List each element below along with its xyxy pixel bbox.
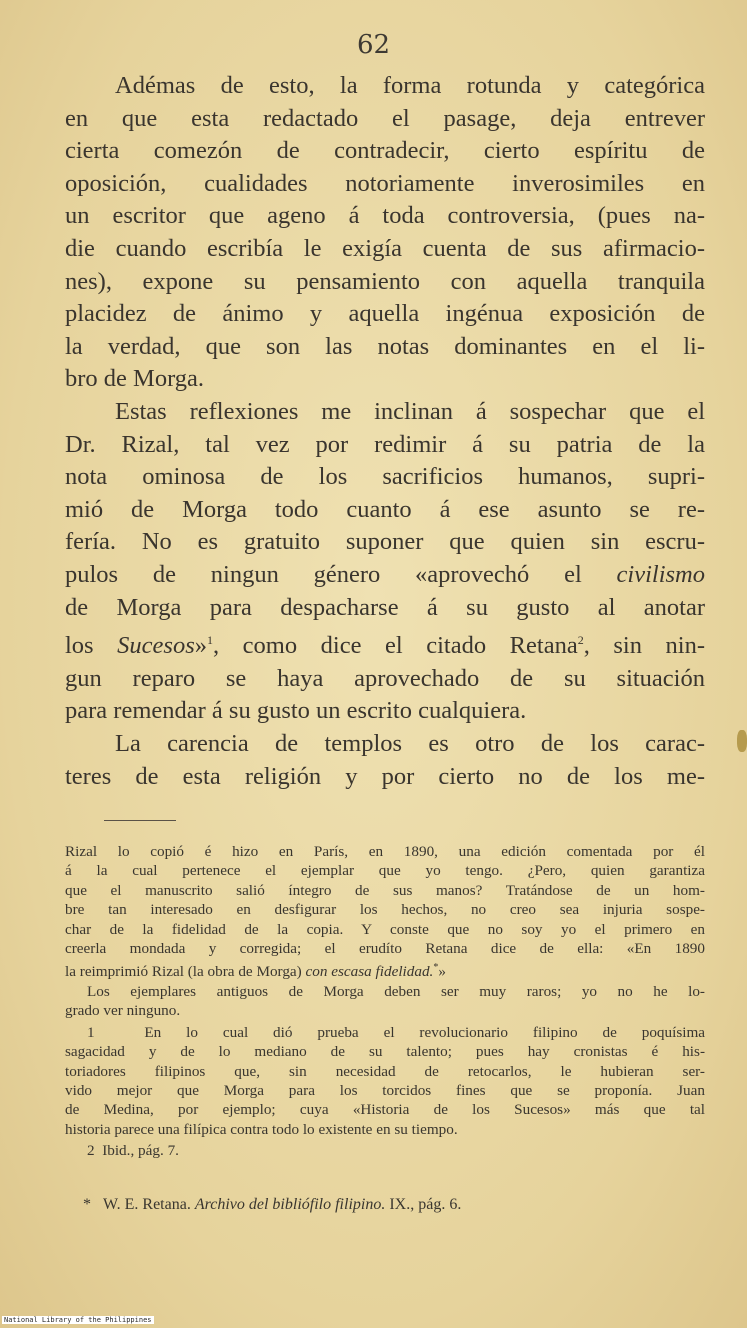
footnote-ref: *	[433, 962, 439, 974]
note-segment: Ibid., pág. 7.	[102, 1142, 179, 1160]
note-segment: En lo cual dió prueba el revolucionario filipino de poquísima	[144, 1023, 706, 1041]
main-text	[65, 70, 705, 793]
note-line: toriadores filipinos que, sin necesidad de retocarlos, le hubieran ser-	[65, 1062, 705, 1080]
text-line: en que esta redactado el pasage, deja entrever	[65, 104, 705, 132]
note-line: de Medina, por ejemplo; cuya «Historia de los Sucesos» más que tal	[65, 1101, 705, 1119]
text-segment: pulos de ningun género «aprovechó el	[65, 560, 617, 588]
citation-title: Archivo del bibliófilo filipino.	[194, 1196, 386, 1213]
text-line: fería. No es gratuito suponer que quien sin escru-	[65, 528, 705, 556]
text-line	[65, 624, 705, 663]
note-line	[65, 958, 705, 981]
note-line	[65, 1141, 705, 1160]
citation-author: W. E. Retana.	[103, 1196, 195, 1213]
footnote-continuation	[65, 842, 705, 1021]
text-segment: , sin nin-	[583, 632, 705, 660]
library-credit: National Library of the Philippines	[4, 1316, 152, 1324]
text-line: la verdad, que son las notas dominantes en el li-	[65, 332, 705, 360]
note-line: char de la fidelidad de la copia. Y conste que no soy yo el primero en	[65, 920, 705, 938]
text-line: Adémas de esto, la forma rotunda y categórica	[115, 72, 705, 99]
footnote-1	[65, 1023, 705, 1139]
note-line	[65, 1023, 705, 1042]
text-line: un escritor que ageno á toda controversia, (pues na-	[65, 202, 705, 230]
text-line: Estas reflexiones me inclinan á sospechar que el	[115, 397, 705, 425]
asterisk-mark: *	[83, 1196, 91, 1213]
text-line: nes), expone su pensamiento con aquella tranquila	[65, 267, 705, 295]
asterisk-footnote	[65, 1196, 705, 1214]
text-line: para remendar á su gusto un escrito cualquiera.	[65, 697, 527, 725]
note-line: grado ver ninguno.	[65, 1002, 181, 1020]
text-line: gun reparo se haya aprovechado de su situación	[65, 664, 705, 692]
note-segment: »	[438, 963, 446, 981]
footnote-divider	[104, 820, 176, 821]
footnote-number: 2	[87, 1142, 95, 1160]
note-line: que el manuscrito salió íntegro de sus manos? Tratándose de un hom-	[65, 881, 705, 899]
text-line: teres de esta religión y por cierto no de los me-	[65, 762, 705, 790]
text-segment: , como dice el citado Retana	[212, 632, 578, 660]
text-segment: »	[194, 632, 207, 660]
text-line: placidez de ánimo y aquella ingénua exposición de	[65, 300, 705, 328]
text-line: de Morga para despacharse á su gusto al anotar	[65, 593, 705, 621]
note-line: Los ejemplares antiguos de Morga deben ser muy raros; yo no he lo-	[87, 982, 705, 1000]
text-segment: los	[65, 632, 118, 660]
text-line: bro de Morga.	[65, 365, 205, 393]
text-line: mió de Morga todo cuanto á ese asunto se re-	[65, 495, 705, 523]
note-line: creerla mondada y corregida; el erudíto Retana dice de ella: «En 1890	[65, 940, 705, 958]
italic-term: civilismo	[616, 560, 705, 588]
note-line: vido mejor que Morga para los torcidos fines que se proponía. Juan	[65, 1081, 705, 1099]
footnotes	[65, 842, 705, 1163]
text-line: oposición, cualidades notoriamente inverosimiles en	[65, 169, 705, 197]
page-number: 62	[356, 30, 391, 60]
text-line: Dr. Rizal, tal vez por redimir á su patria de la	[65, 430, 705, 458]
footnote-ref: 1	[206, 633, 213, 648]
footnote-number: 1	[87, 1023, 95, 1041]
text-line: cierta comezón de contradecir, cierto espíritu de	[65, 137, 705, 165]
note-line: bre tan interesado en desfigurar los hechos, no creo sea injuria sospe-	[65, 901, 705, 919]
note-line: historia parece una filípica contra todo lo existente en su tiempo.	[65, 1120, 458, 1138]
note-segment: la reimprimió Rizal (la obra de Morga)	[65, 963, 306, 981]
note-line: á la cual pertenece el ejemplar que yo tengo. ¿Pero, quien garantiza	[65, 862, 705, 880]
text-line: nota ominosa de los sacrificios humanos, supri-	[65, 463, 705, 491]
note-line: sagacidad y de lo mediano de su talento; pues hay cronistas é his-	[65, 1043, 705, 1061]
footnote-2	[65, 1141, 705, 1160]
italic-quote: con escasa fidelidad.	[305, 963, 434, 981]
citation-rest: IX., pág. 6.	[385, 1196, 462, 1213]
footnote-ref: 2	[577, 633, 584, 648]
text-line	[65, 559, 705, 592]
text-line: die cuando escribía le exigía cuenta de sus afirmacio-	[65, 234, 705, 262]
text-line: La carencia de templos es otro de los carac-	[115, 730, 705, 758]
italic-title: Sucesos	[117, 632, 195, 660]
note-line: Rizal lo copió é hizo en París, en 1890, una edición comentada por él	[65, 843, 705, 860]
paper-stain	[737, 730, 747, 752]
